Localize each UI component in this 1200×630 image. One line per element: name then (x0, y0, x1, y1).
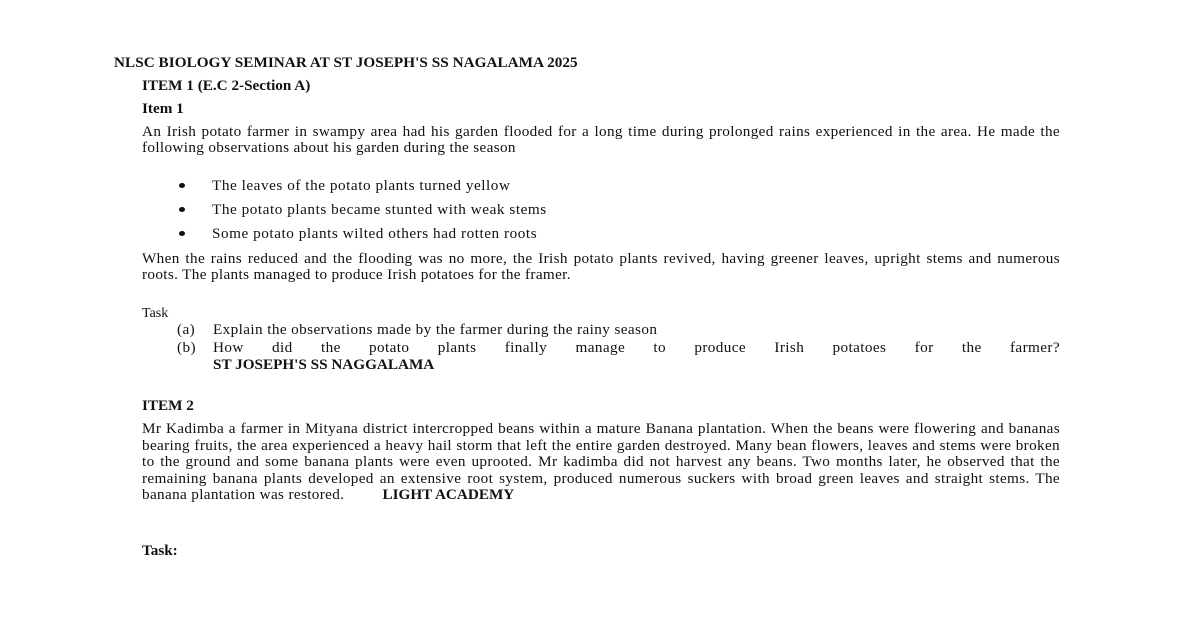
item1-heading: Item 1 (142, 100, 184, 117)
item1-intro-paragraph: An Irish potato farmer in swampy area had his garden flooded for a long time during prolonged rains experienced in the area. He made the following observations about his garden during the season (142, 123, 1060, 157)
bullet-icon (179, 207, 185, 212)
section-heading: ITEM 1 (E.C 2-Section A) (142, 77, 311, 94)
item1-task-label: Task (142, 306, 169, 321)
task-text-b: How did the potato plants finally manage to produce Irish potatoes for the farmer? (213, 339, 1060, 356)
task-text-a: Explain the observations made by the farmer during the rainy season (213, 321, 658, 338)
observation-text: The potato plants became stunted with weak stems (212, 201, 547, 218)
item1-task-list (142, 322, 1060, 358)
task-label-b: (b) (177, 339, 196, 356)
observation-text: The leaves of the potato plants turned yellow (212, 177, 511, 194)
bullet-icon (179, 183, 185, 188)
task-label-a: (a) (177, 321, 196, 338)
item2-source: LIGHT ACADEMY (382, 486, 515, 504)
item2-body-text: Mr Kadimba a farmer in Mityana district intercropped beans within a mature Banana plantation. When the beans were flowering and bananas bearing fruits, the area experienced a heavy hail storm that left the entire garden destroyed. Many bean flowers, leaves and stems were broken to the ground and some banana plants were even uprooted. Mr kadimba did not harvest any beans. Two months later, he observed that the remaining banana plants developed an extensive root system, produced numerous suckers with broad green leaves and straight stems. The banana plantation was restored. (142, 420, 1060, 504)
item2-task-label: Task: (142, 542, 178, 559)
bullet-icon (179, 231, 185, 236)
item1-source: ST JOSEPH'S SS NAGGALAMA (213, 356, 435, 373)
item2-body-paragraph (142, 421, 1060, 504)
item2-heading: ITEM 2 (142, 397, 194, 414)
observation-text: Some potato plants wilted others had rotten roots (212, 225, 538, 242)
item1-followup-paragraph: When the rains reduced and the flooding was no more, the Irish potato plants revived, having greener leaves, upright stems and numerous roots. The plants managed to produce Irish potatoes for the framer. (142, 250, 1060, 284)
document-title: NLSC BIOLOGY SEMINAR AT ST JOSEPH'S SS NAGALAMA 2025 (114, 54, 578, 71)
task-item-a (142, 322, 1060, 340)
